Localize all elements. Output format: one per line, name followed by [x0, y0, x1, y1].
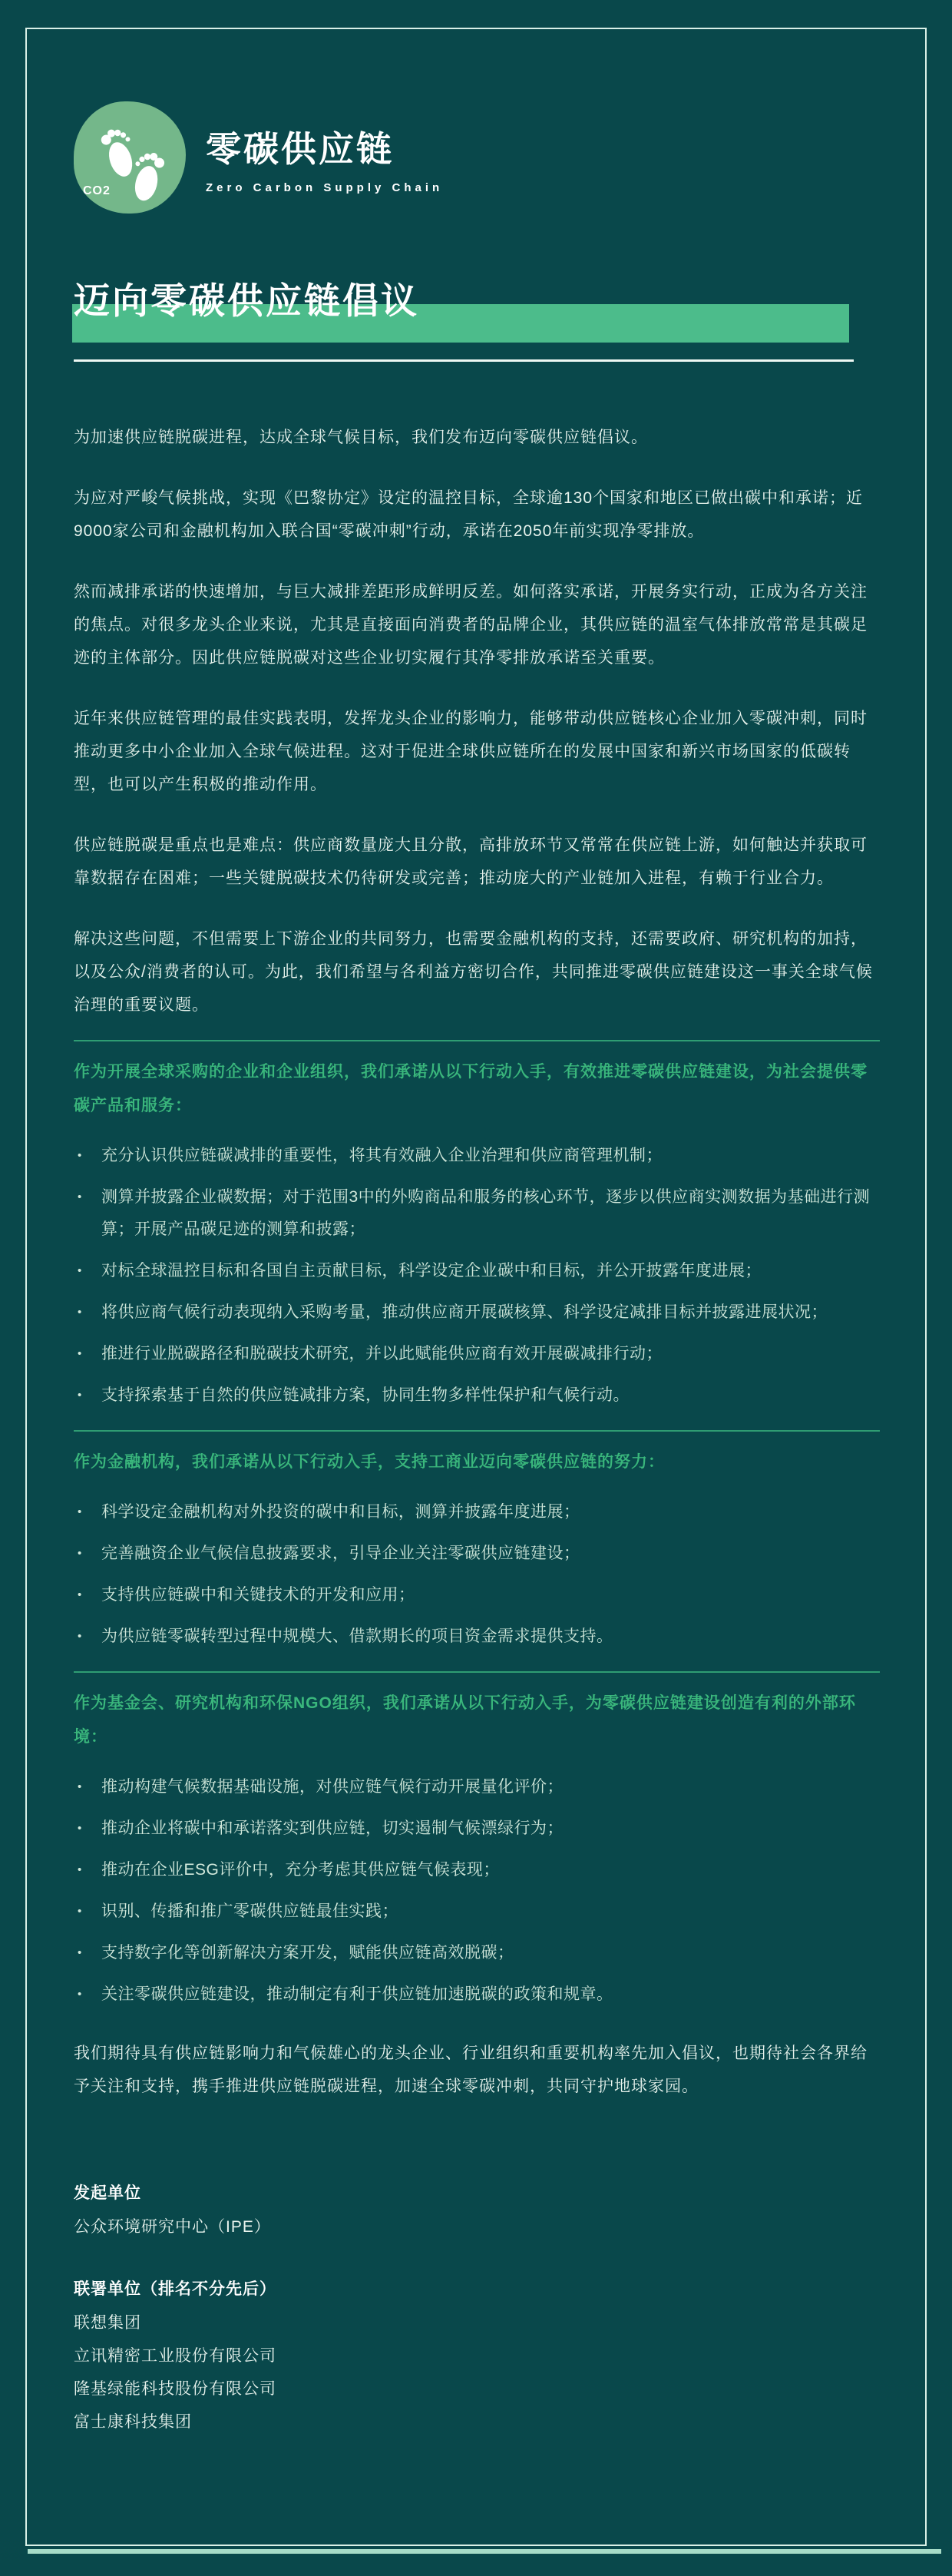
logo-co2-label: CO2: [83, 184, 111, 197]
title-block: [74, 278, 881, 362]
bullet-item: • 支持供应链碳中和关键技术的开发和应用；: [74, 1579, 881, 1611]
poster-content: [74, 0, 881, 2439]
initiator-name: 公众环境研究中心（IPE）: [74, 2218, 271, 2236]
cosigner-name: 立讯精密工业股份有限公司: [74, 2347, 276, 2365]
intro-paragraph: 为应对严峻气候挑战，实现《巴黎协定》设定的温控目标，全球逾130个国家和地区已做出碳中和承诺；近9000家公司和金融机构加入联合国“零碳冲刺”行动，承诺在2050年前实现净零排放。: [74, 489, 864, 540]
bullet-item: • 科学设定金融机构对外投资的碳中和目标，测算并披露年度进展；: [74, 1496, 881, 1528]
logo-text: [206, 121, 443, 194]
bullet-item: • 推动企业将碳中和承诺落实到供应链，切实遏制气候漂绿行为；: [74, 1813, 881, 1845]
commitment-section-financial: [74, 1445, 881, 1653]
bullet-item: • 充分认识供应链碳减排的重要性，将其有效融入企业治理和供应商管理机制；: [74, 1140, 881, 1172]
page-title: 迈向零碳供应链倡议: [74, 280, 419, 321]
commitment-section-purchasers: [74, 1055, 881, 1412]
cosigner-name: 隆基绿能科技股份有限公司: [74, 2380, 276, 2398]
bullet-list: [74, 1496, 881, 1653]
bullet-item: • 推动在企业ESG评价中，充分考虑其供应链气候表现；: [74, 1854, 881, 1886]
footprints-co2-logo-icon: [74, 101, 186, 214]
bullet-item: • 支持探索基于自然的供应链减排方案，协同生物多样性保护和气候行动。: [74, 1379, 881, 1412]
bullet-item: • 为供应链零碳转型过程中规模大、借款期长的项目资金需求提供支持。: [74, 1621, 881, 1653]
closing-paragraph: 我们期待具有供应链影响力和气候雄心的龙头企业、行业组织和重要机构率先加入倡议，也期待社会各界给予关注和支持，携手推进供应链脱碳进程，加速全球零碳冲刺，共同守护地球家园。: [74, 2045, 868, 2095]
logo-title-en: Zero Carbon Supply Chain: [206, 180, 444, 194]
bullet-item: • 对标全球温控目标和各国自主贡献目标，科学设定企业碳中和目标，并公开披露年度进展；: [74, 1255, 881, 1287]
logo-title-zh: 零碳供应链: [206, 128, 394, 169]
intro-section: [74, 421, 881, 1021]
initiator-label: 发起单位: [74, 2184, 141, 2202]
intro-paragraph: 然而减排承诺的快速增加，与巨大减排差距形成鲜明反差。如何落实承诺，开展务实行动，正成为各方关注的焦点。对很多龙头企业来说，尤其是直接面向消费者的品牌企业，其供应链的温室气体排放常常是其碳足迹的主体部分。因此供应链脱碳对这些企业切实履行其净零排放承诺至关重要。: [74, 583, 868, 667]
bullet-item: • 支持数字化等创新解决方案开发，赋能供应链高效脱碳；: [74, 1937, 881, 1969]
bullet-list: [74, 1140, 881, 1412]
bullet-item: • 测算并披露企业碳数据；对于范围3中的外购商品和服务的核心环节，逐步以供应商实测数据为基础进行测算；开展产品碳足迹的测算和披露；: [74, 1181, 881, 1246]
bullet-list: [74, 1771, 881, 2011]
cosigner-name: 富士康科技集团: [74, 2413, 192, 2431]
bullet-item: • 关注零碳供应链建设，推动制定有利于供应链加速脱碳的政策和规章。: [74, 1978, 881, 2011]
bullet-item: • 将供应商气候行动表现纳入采购考量，推动供应商开展碳核算、科学设定减排目标并披露进展状况；: [74, 1296, 881, 1329]
cosigner-name: 联想集团: [74, 2314, 141, 2332]
cosigners-label: 联署单位（排名不分先后）: [74, 2280, 276, 2298]
footer: [74, 2177, 881, 2439]
bottom-accent-bar: [28, 2549, 941, 2554]
intro-paragraph: 解决这些问题，不但需要上下游企业的共同努力，也需要金融机构的支持，还需要政府、研究机构的加持，以及公众/消费者的认可。为此，我们希望与各利益方密切合作，共同推进零碳供应链建设这一事关全球气候治理的重要议题。: [74, 930, 873, 1014]
section-divider: [74, 1430, 880, 1432]
intro-paragraph: 近年来供应链管理的最佳实践表明，发挥龙头企业的影响力，能够带动供应链核心企业加入零碳冲刺，同时推动更多中小企业加入全球气候进程。这对于促进全球供应链所在的发展中国家和新兴市场国家的低碳转型，也可以产生积极的推动作用。: [74, 710, 868, 793]
bullet-item: • 完善融资企业气候信息披露要求，引导企业关注零碳供应链建设；: [74, 1538, 881, 1570]
section-heading: 作为开展全球采购的企业和企业组织，我们承诺从以下行动入手，有效推进零碳供应链建设，为社会提供零碳产品和服务：: [74, 1063, 868, 1114]
section-divider: [74, 1040, 880, 1041]
intro-paragraph: 为加速供应链脱碳进程，达成全球气候目标，我们发布迈向零碳供应链倡议。: [74, 429, 648, 446]
bullet-item: • 推进行业脱碳路径和脱碳技术研究，并以此赋能供应商有效开展碳减排行动；: [74, 1338, 881, 1370]
logo: [74, 101, 881, 214]
section-heading: 作为金融机构，我们承诺从以下行动入手，支持工商业迈向零碳供应链的努力：: [74, 1453, 665, 1471]
title-underline: [74, 359, 854, 362]
section-heading: 作为基金会、研究机构和环保NGO组织，我们承诺从以下行动入手，为零碳供应链建设创造有利的外部环境：: [74, 1694, 856, 1746]
commitment-section-ngo: [74, 1687, 881, 2011]
section-divider: [74, 1671, 880, 1673]
bullet-item: • 识别、传播和推广零碳供应链最佳实践；: [74, 1896, 881, 1928]
bullet-item: • 推动构建气候数据基础设施，对供应链气候行动开展量化评价；: [74, 1771, 881, 1803]
intro-paragraph: 供应链脱碳是重点也是难点：供应商数量庞大且分散，高排放环节又常常在供应链上游，如何触达并获取可靠数据存在困难；一些关键脱碳技术仍待研发或完善；推动庞大的产业链加入进程，有赖于行业合力。: [74, 836, 868, 887]
